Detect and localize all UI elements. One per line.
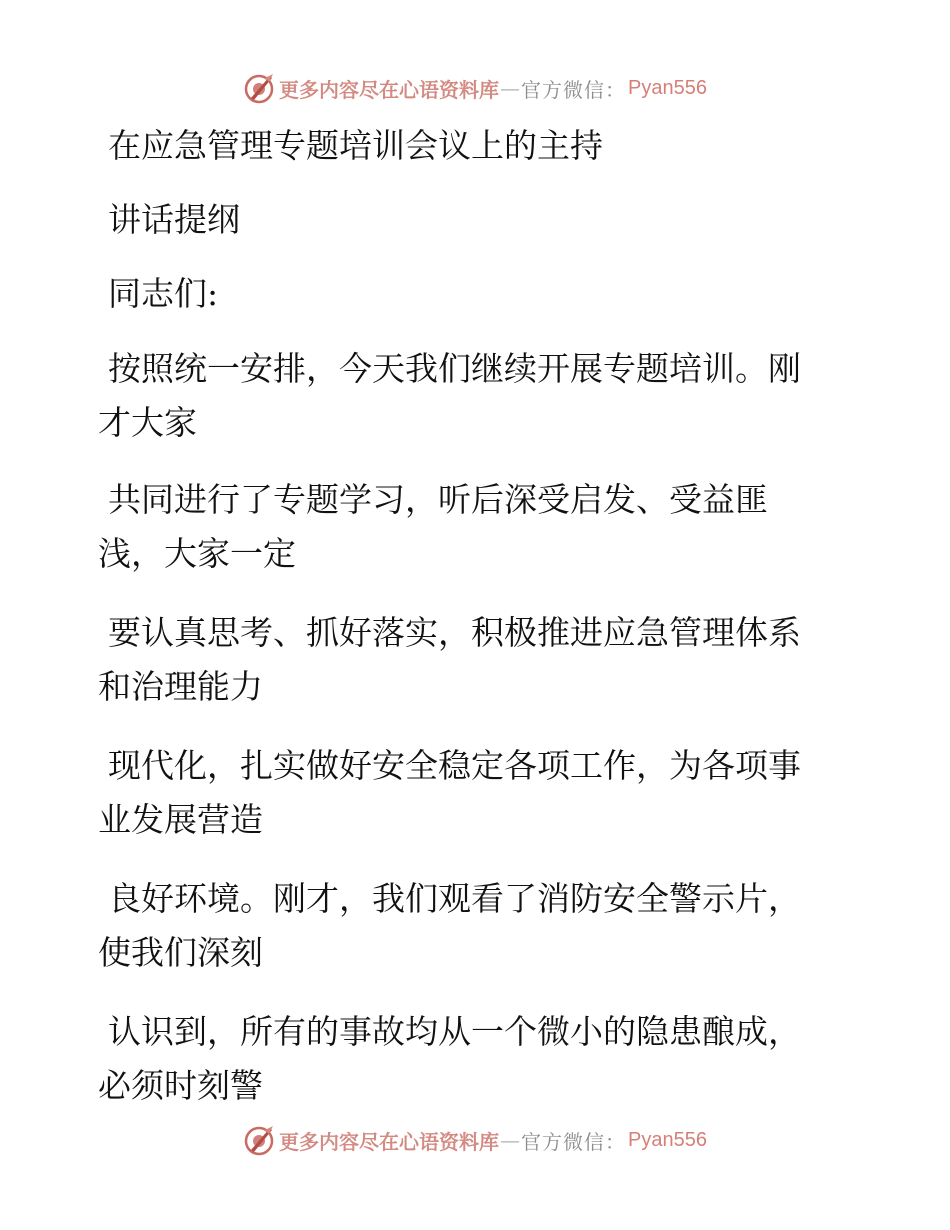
text-line: 要认真思考、抓好落实，积极推进应急管理体系: [108, 613, 801, 652]
quill-seal-icon: [243, 72, 275, 104]
doc-paragraph: [98, 739, 838, 847]
watermark-title: 更多内容尽在心语资料库: [279, 77, 500, 102]
watermark-wechat-id: Pyan556: [628, 76, 707, 99]
text-line: 认识到，所有的事故均从一个微小的隐患酿成，: [108, 1012, 801, 1051]
watermark-wechat-id: Pyan556: [628, 1128, 707, 1151]
text-line: 现代化，扎实做好安全稳定各项工作，为各项事: [108, 746, 801, 785]
doc-paragraph: [98, 872, 838, 980]
watermark-dash: —: [500, 76, 521, 100]
quill-seal-icon: [243, 1124, 275, 1156]
watermark-title: 更多内容尽在心语资料库: [279, 1129, 500, 1154]
text-line: 讲话提纲: [108, 200, 240, 239]
text-line: 才大家: [98, 403, 197, 442]
doc-title-line-2: [98, 193, 838, 247]
doc-paragraph: [98, 1005, 838, 1113]
doc-title-line-1: [98, 119, 838, 173]
header-watermark: [0, 70, 950, 106]
doc-salutation: [98, 267, 838, 321]
doc-paragraph: [98, 606, 838, 714]
text-line: 共同进行了专题学习，听后深受启发、受益匪: [108, 480, 768, 519]
text-line: 浅，大家一定: [98, 534, 296, 573]
watermark-dash: —: [500, 1128, 521, 1152]
text-line: 良好环境。刚才，我们观看了消防安全警示片，: [108, 879, 801, 918]
text-line: 业发展营造: [98, 800, 263, 839]
doc-paragraph: [98, 342, 838, 450]
text-line: 必须时刻警: [98, 1066, 263, 1105]
text-line: 和治理能力: [98, 667, 263, 706]
footer-watermark: [0, 1122, 950, 1158]
text-line: 在应急管理专题培训会议上的主持: [108, 126, 603, 165]
text-line: 同志们:: [108, 274, 219, 313]
doc-paragraph: [98, 473, 838, 581]
text-line: 使我们深刻: [98, 933, 263, 972]
watermark-official-label: 官方微信：: [521, 1129, 627, 1154]
watermark-official-label: 官方微信：: [521, 77, 627, 102]
text-line: 按照统一安排，今天我们继续开展专题培训。刚: [108, 349, 801, 388]
